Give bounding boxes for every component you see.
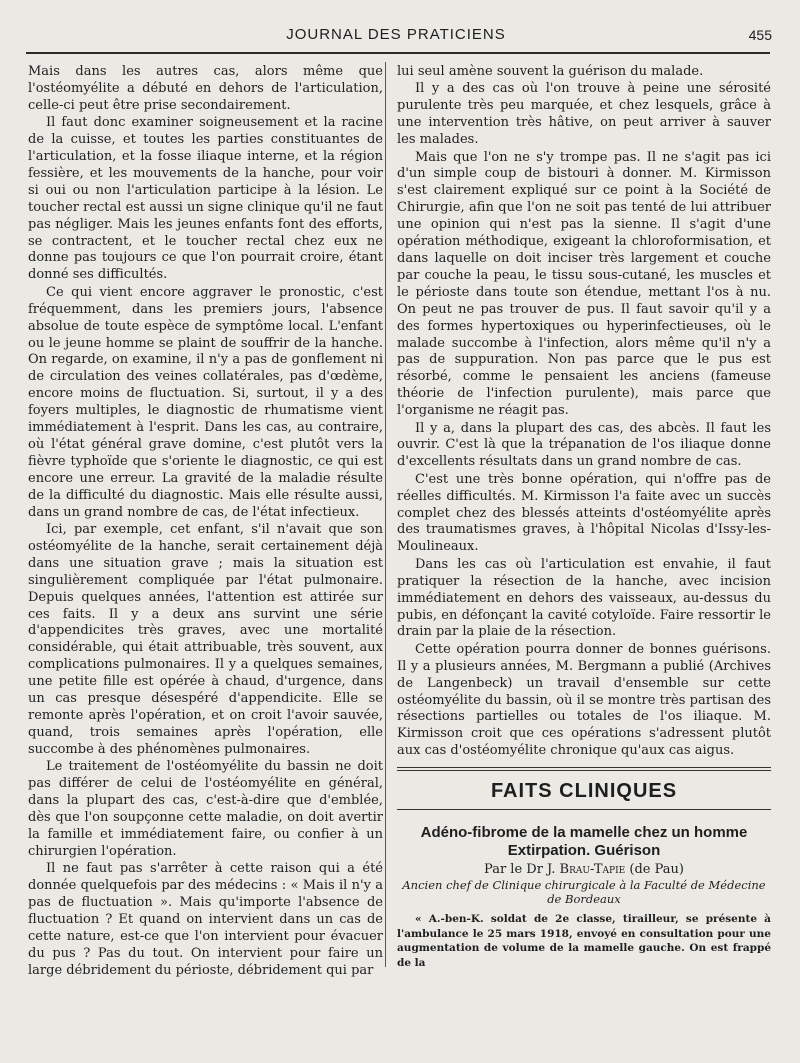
paragraph: lui seul amène souvent la guérison du malade. — [397, 64, 704, 79]
paragraph: Le traitement de l'ostéomyélite du bassin ne doit pas différer de celui de l'ostéomyélite en général, dans la plupart des cas, c'est-à-dire que d'emblée, dès que l'on soupçonne cette maladie, on doit avertir la famille et immédiatement faire, ou confier à un chirurgien l'opération. — [28, 759, 383, 859]
section-rule — [397, 809, 771, 810]
paragraph: Dans les cas où l'articulation est envahie, il faut pratiquer la résection de la hanche, avec incision immédiatement en dehors des vaisseaux, au-dessus du pubis, en défonçant la cavité cotyloïde. Faire ressortir le drain par la plaie de la résection. — [397, 556, 771, 640]
case-report-text: « A.-ben-K. soldat de 2e classe, tirailleur, se présente à l'ambulance le 25 mars 1918, envoyé en consultation pour une augmentation de volume de la mamelle gauche. On est frappé de la — [397, 913, 771, 969]
byline-prefix: Par le Dr J. — [484, 862, 560, 878]
paragraph: Il y a, dans la plupart des cas, des abcès. Il faut les ouvrir. C'est là que la trépanation de l'os iliaque donne d'excellents résultats dans un grand nombre de cas. — [397, 420, 771, 470]
right-column — [397, 64, 771, 970]
article-title-line: Adéno-fibrome de la mamelle chez un homme — [420, 824, 748, 842]
author-name: Brau-Tapie — [559, 862, 626, 878]
paragraph: Mais que l'on ne s'y trompe pas. Il ne s'agit pas ici d'un simple coup de bistouri à donner. M. Kirmisson s'est clairement expliqué sur ce point à la Société de Chirurgie, afin que l'on ne soit pas tenté de lui attribuer une opinion qui n'est pas la sienne. Il s'agit d'une opération méthodique, exigeant la chloroformisation, et dans laquelle on doit inciser très largement et couche par couche la peau, le tissu sous-cutané, les muscles et le périoste dans toute son étendue, mettant l'os à nu. On peut ne pas trouver de pus. Il faut savoir qu'il y a des formes hypertoxiques ou hyperinfectieuses, où le malade succombe à l'infection, alors même qu'il n'y a pas de suppuration. Non pas parce que le pus est résorbé, comme le pensaient les anciens (fameuse théorie de l'infection purulente), mais parce que l'organisme ne réagit pas. — [397, 149, 771, 419]
page-number: 455 — [748, 27, 772, 43]
paragraph: Il faut donc examiner soigneusement et la racine de la cuisse, et toutes les parties constituantes de l'articulation, et la fosse iliaque interne, et la région fessière, et les mouvements de la hanche, pour voir si oui ou non l'articulation participe à la lésion. Le toucher rectal est aussi un signe clinique qu'il ne faut pas négliger. Mais les jeunes enfants font des efforts, se contractent, et le toucher rectal chez eux ne donne pas toujours ce que l'on pourrait croire, étant donné ses difficultés. — [28, 115, 383, 283]
left-column — [28, 64, 383, 979]
journal-title: JOURNAL DES PRATICIENS — [286, 26, 506, 43]
section-heading: FAITS CLINIQUES — [490, 780, 678, 803]
article-title-line: Extirpation. Guérison — [507, 842, 661, 860]
paragraph: Il y a des cas où l'on trouve à peine une sérosité purulente très peu marquée, et chez lesquels, grâce à une intervention très hâtive, on peut arriver à sauver les malades. — [397, 81, 771, 148]
header-rule — [26, 52, 770, 54]
paragraph: Mais dans les autres cas, alors même que l'ostéomyélite a débuté en dehors de l'articulation, celle-ci peut être prise secondairement. — [28, 64, 383, 113]
section-rule — [397, 767, 771, 771]
paragraph: Cette opération pourra donner de bonnes guérisons. Il y a plusieurs années, M. Bergmann a publié (Archives de Langenbeck) un travail d'ensemble sur cette ostéomyélite du bassin, où il se montre très partisan des résections partielles ou totales de l'os iliaque. M. Kirmisson croit que ces opérations s'adressent plutôt aux cas d'ostéomyélite chronique qu'aux cas aigus. — [397, 641, 771, 759]
article-title — [397, 824, 771, 860]
author-affiliation: Ancien chef de Clinique chirurgicale à la Faculté de Médecine de Bordeaux — [402, 878, 766, 906]
paragraph: C'est une très bonne opération, qui n'offre pas de réelles difficultés. M. Kirmisson l'a faite avec un succès complet chez des blessés atteints d'ostéomyélite après des traumatismes graves, à l'hôpital Nicolas d'Issy-les-Moulineaux. — [397, 471, 771, 555]
paragraph: Il ne faut pas s'arrêter à cette raison qui a été donnée quelquefois par des médecins : « Mais il n'y a pas de fluctuation ». Mais qu'importe l'absence de fluctuation ? Et quand on intervient dans un cas de cette nature, est-ce que l'on intervient pour évacuer du pus ? Pas du tout. On intervient pour faire un large débridement du périoste, débridement qui par — [28, 861, 383, 978]
column-divider — [385, 62, 386, 967]
byline — [397, 862, 771, 878]
paragraph: Ici, par exemple, cet enfant, s'il n'avait que son ostéomyélite de la hanche, serait certainement déjà dans une situation grave ; mais la situation est singulièrement compliquée par l'état pulmonaire. Depuis quelques années, l'attention est attirée sur ces faits. Il y a deux ans survint une série d'appendicites très graves, avec une mortalité considérable, qui était attribuable, très souvent, aux complications pulmonaires. Il y a quelques semaines, une petite fille est opérée à chaud, d'urgence, dans un cas presque désespéré d'appendicite. Elle se remonte après l'opération, et on croit l'avoir sauvée, quand, trois semaines après l'opération, elle succombe à des phénomènes pulmonaires. — [28, 521, 383, 757]
running-head — [20, 24, 772, 48]
paragraph: Ce qui vient encore aggraver le pronostic, c'est fréquemment, dans les premiers jours, l'absence absolue de toute espèce de symptôme local. L'enfant ou le jeune homme se plaint de souffrir de la hanche. On regarde, on examine, il n'y a pas de gonflement ni de circulation des veines collatérales, pas d'œdème, encore moins de fluctuation. Si, surtout, il y a des foyers multiples, le diagnostic de rhumatisme vient immédiatement à l'esprit. Dans les cas, au contraire, où l'état général grave domine, c'est plutôt vers la fièvre typhoïde que s'oriente le diagnostic, ce qui est encore une erreur. La gravité de la maladie résulte de la difficulté du diagnostic. Mais elle résulte aussi, dans un grand nombre de cas, de l'état infectieux. — [28, 284, 383, 520]
byline-suffix: (de Pau) — [625, 862, 684, 878]
